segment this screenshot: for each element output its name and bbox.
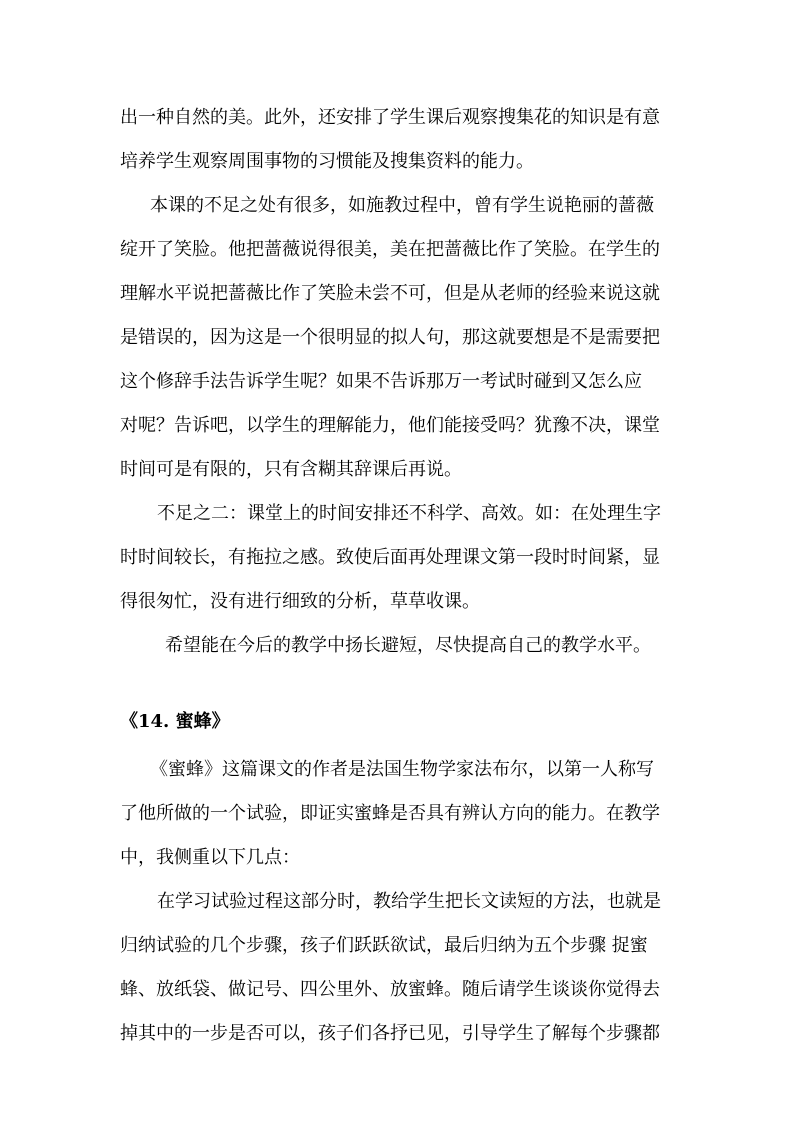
paragraph-line: 中，我侧重以下几点：: [120, 847, 300, 868]
paragraph-line: 是错误的，因为这是一个很明显的拟人句，那这就要想是不是需要把: [120, 327, 660, 348]
paragraph-line: 掉其中的一步是否可以，孩子们各抒已见，引导学生了解每个步骤都: [120, 1023, 660, 1044]
section-heading: 《14. 蜜蜂》: [120, 711, 230, 732]
paragraph-line: 不足之二：课堂上的时间安排还不科学、高效。如：在处理生字: [157, 503, 661, 524]
paragraph-line: 《蜜蜂》这篇课文的作者是法国生物学家法布尔，以第一人称写: [150, 759, 654, 780]
paragraph-line: 本课的不足之处有很多，如施教过程中，曾有学生说艳丽的蔷薇: [150, 195, 654, 216]
paragraph-line: 了他所做的一个试验，即证实蜜蜂是否具有辨认方向的能力。在教学: [120, 803, 660, 824]
paragraph-line: 归纳试验的几个步骤，孩子们跃跃欲试，最后归纳为五个步骤 捉蜜: [120, 935, 648, 956]
paragraph-line: 培养学生观察周围事物的习惯能及搜集资料的能力。: [120, 151, 534, 172]
paragraph-line: 时时间较长，有拖拉之感。致使后面再处理课文第一段时时间紧，显: [120, 547, 660, 568]
paragraph-line: 这个修辞手法告诉学生呢？如果不告诉那万一考试时碰到又怎么应: [120, 371, 642, 392]
paragraph-line: 希望能在今后的教学中扬长避短，尽快提高自己的教学水平。: [165, 635, 651, 656]
paragraph-line: 出一种自然的美。此外，还安排了学生课后观察搜集花的知识是有意: [120, 107, 660, 128]
paragraph-line: 蜂、放纸袋、做记号、四公里外、放蜜蜂。随后请学生谈谈你觉得去: [120, 979, 660, 1000]
paragraph-line: 时间可是有限的，只有含糊其辞课后再说。: [120, 459, 462, 480]
paragraph-line: 得很匆忙，没有进行细致的分析，草草收课。: [120, 591, 480, 612]
paragraph-line: 绽开了笑脸。他把蔷薇说得很美，美在把蔷薇比作了笑脸。在学生的: [120, 239, 660, 260]
paragraph-line: 在学习试验过程这部分时，教给学生把长文读短的方法，也就是: [157, 891, 661, 912]
paragraph-line: 对呢？告诉吧，以学生的理解能力，他们能接受吗？犹豫不决，课堂: [120, 415, 660, 436]
paragraph-line: 理解水平说把蔷薇比作了笑脸未尝不可，但是从老师的经验来说这就: [120, 283, 660, 304]
